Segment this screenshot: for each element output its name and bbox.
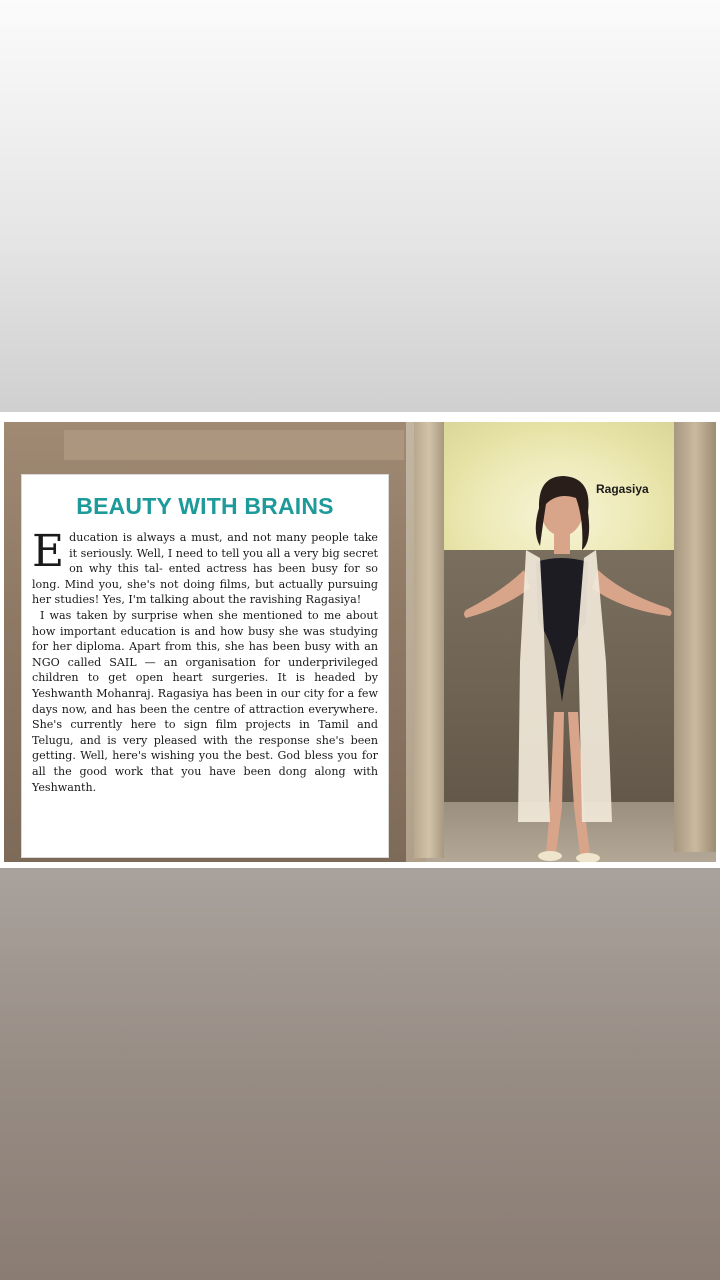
article-body: [32, 526, 379, 795]
photo: [406, 422, 716, 862]
newspaper-clipping: [0, 412, 720, 868]
pillar-right: [674, 422, 716, 852]
drop-cap: E: [32, 526, 65, 577]
article-paragraph-1: [32, 526, 379, 608]
model-figure: [446, 462, 676, 862]
photo-caption: Ragasiya: [596, 482, 649, 496]
background-bottom: [0, 868, 720, 1280]
article-paragraph-2: I was taken by surprise when she mentioned to me about how important education is and how busy she was studying for her diploma. Apart from this, she has been busy with an NGO called SAIL — an organisation for underprivileged children to get open heart surgeries. It is headed by Yeshwanth Mohanraj. Ragasiya has been in our city for a few days now, and has been the centre of attraction everywhere. She's currently here to sign film projects in Tamil and Telugu, and is very pleased with the response she's been getting. Well, here's wishing you the best. God bless you for all the good work that you have been dong along with Yeshwanth.: [32, 608, 378, 794]
pillar-left: [414, 422, 444, 858]
paragraph-1-text: ducation is always a must, and not many people take it seriously. Well, I need to tell you all a very big secret on why this tal- ented actress has been busy for so long. Mind you, she's not doing films, but actually pursuing her studies! Yes, I'm talking about the ravishing Ragasiya!: [32, 531, 379, 607]
article-headline: BEAUTY WITH BRAINS: [76, 493, 334, 519]
article-box: [21, 474, 389, 858]
clipping-content: [4, 422, 716, 862]
wall-strip: [64, 430, 404, 460]
